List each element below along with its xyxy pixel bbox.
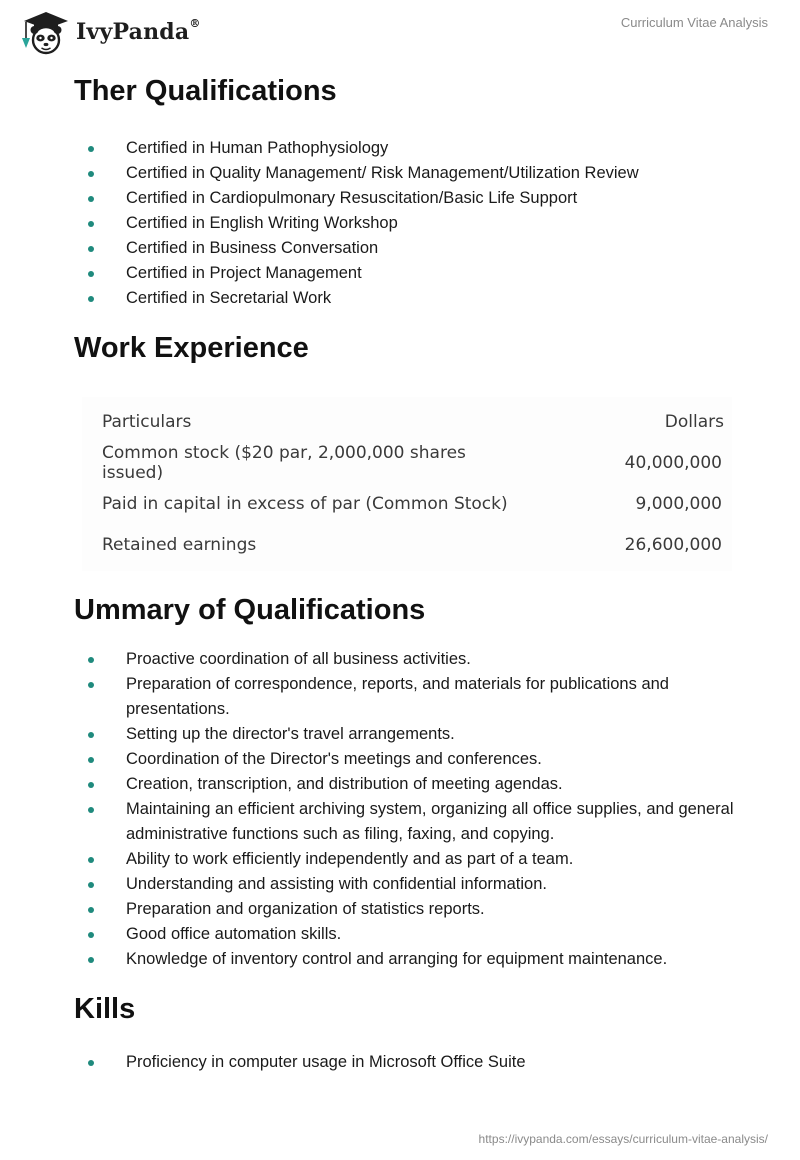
bullet-icon [88,271,94,277]
page-header [0,0,800,64]
list-item: Understanding and assisting with confidential information. [74,872,764,897]
bullet-icon [88,1060,94,1066]
list-item: Certified in Quality Management/ Risk Management/Utilization Review [74,161,764,186]
financial-table-image [82,397,732,571]
list-item: Preparation of correspondence, reports, and materials for publications and presentations. [74,672,764,722]
bullet-icon [88,957,94,963]
bullet-icon [88,657,94,663]
financial-table [82,401,732,565]
bullet-icon [88,757,94,763]
list-item: Certified in Business Conversation [74,236,764,261]
bullet-icon [88,246,94,252]
list-item: Proactive coordination of all business activities. [74,647,764,672]
section-heading: Ummary of Qualifications [74,594,426,626]
list-item: Certified in Secretarial Work [74,286,764,311]
ivypanda-logo[interactable] [14,8,201,56]
summary-of-qualifications-section [74,589,764,972]
skills-section [74,988,764,1075]
summary-list [74,647,764,972]
list-item: Certified in English Writing Workshop [74,211,764,236]
list-item: Ability to work efficiently independently and as part of a team. [74,847,764,872]
list-item: Certified in Human Pathophysiology [74,136,764,161]
document-body [74,70,764,1075]
bullet-icon [88,682,94,688]
brand-name: IvyPanda® [76,17,201,45]
table-cell-amount: 40,000,000 [624,452,722,473]
list-item: Certified in Cardiopulmonary Resuscitation/Basic Life Support [74,186,764,211]
bullet-icon [88,171,94,177]
bullet-icon [88,807,94,813]
bullet-icon [88,196,94,202]
list-item: Preparation and organization of statistics reports. [74,897,764,922]
table-row [82,524,732,565]
section-heading: Kills [74,993,136,1025]
section-heading: Work Experience [74,332,309,364]
skills-list [74,1050,764,1075]
section-heading: Ther Qualifications [74,75,337,107]
document-title: Curriculum Vitae Analysis [620,15,768,30]
table-cell-particular: Common stock ($20 par, 2,000,000 shares issued) [102,442,466,483]
bullet-icon [88,732,94,738]
table-cell-amount: 9,000,000 [635,493,722,514]
bullet-icon [88,782,94,788]
qualifications-list [74,136,764,311]
list-item: Creation, transcription, and distribution of meeting agendas. [74,772,764,797]
table-cell-particular: Retained earnings [102,534,257,555]
source-url-link[interactable]: https://ivypanda.com/essays/curriculum-vitae-analysis/ [478,1132,768,1146]
list-item: Proficiency in computer usage in Microsoft Office Suite [74,1050,764,1075]
list-item: Good office automation skills. [74,922,764,947]
table-row [82,442,732,483]
bullet-icon [88,146,94,152]
other-qualifications-section [74,70,764,311]
column-header-particulars: Particulars [102,411,192,432]
list-item: Knowledge of inventory control and arranging for equipment maintenance. [74,947,764,972]
table-row [82,483,732,524]
column-header-dollars: Dollars [664,411,724,432]
bullet-icon [88,221,94,227]
work-experience-section [74,327,764,571]
list-item: Coordination of the Director's meetings and conferences. [74,747,764,772]
bullet-icon [88,857,94,863]
bullet-icon [88,932,94,938]
table-cell-particular: Paid in capital in excess of par (Common Stock) [102,493,508,514]
list-item: Setting up the director's travel arrangements. [74,722,764,747]
bullet-icon [88,907,94,913]
list-item: Maintaining an efficient archiving system, organizing all office supplies, and general administrative functions such as filing, faxing, and copying. [74,797,764,847]
table-header-row [82,401,732,442]
table-cell-amount: 26,600,000 [624,534,722,555]
list-item: Certified in Project Management [74,261,764,286]
bullet-icon [88,296,94,302]
panda-graduate-icon [14,8,74,56]
bullet-icon [88,882,94,888]
